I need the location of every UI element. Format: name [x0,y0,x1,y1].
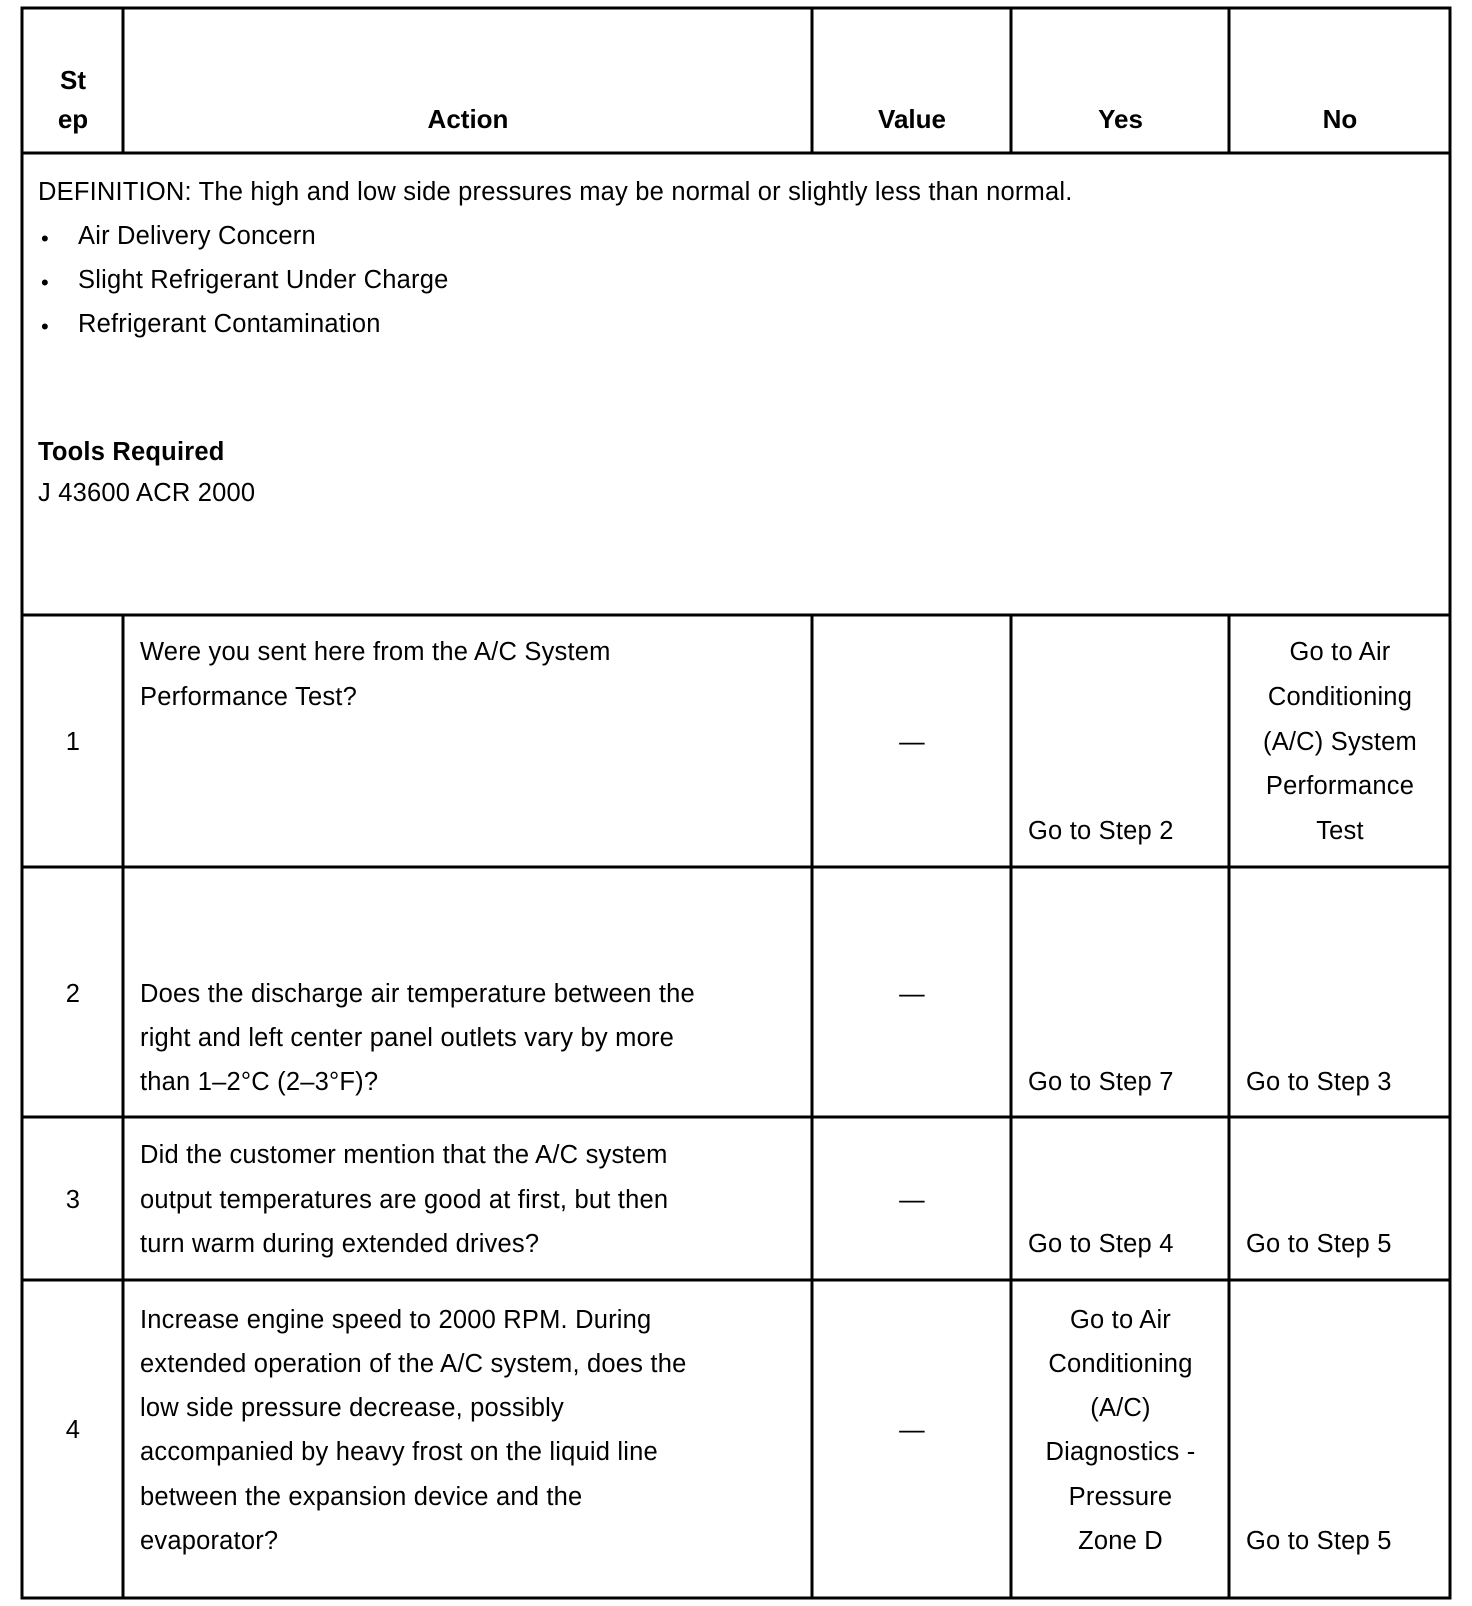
row-1-yes: Go to Step 2 [1028,817,1174,845]
bullet-1-symbol: • [41,226,49,251]
row-1-no-line-3: (A/C) System [1263,728,1417,756]
row-4-value: — [899,1416,925,1444]
row-4-action-line-4: accompanied by heavy frost on the liquid line [140,1438,658,1466]
row-4-action-line-5: between the expansion device and the [140,1483,583,1511]
header-step-line2: ep [57,104,89,134]
row-3-action-line-2: output temperatures are good at first, but then [140,1186,669,1214]
definition-bullet-3: Refrigerant Contamination [78,310,381,338]
row-2-yes: Go to Step 7 [1028,1068,1174,1096]
header-step [23,61,123,139]
tools-required-value: J 43600 ACR 2000 [38,479,256,507]
header-value: Value [878,104,946,134]
definition-bullet-2: Slight Refrigerant Under Charge [78,266,449,294]
bullet-3-symbol: • [41,314,49,339]
row-4-yes-line-5: Pressure [1068,1483,1173,1511]
row-3-step: 3 [65,1186,81,1214]
row-1-step: 1 [65,728,81,756]
row-2-value: — [899,980,925,1008]
row-2-no: Go to Step 3 [1246,1068,1392,1096]
tools-required-title: Tools Required [38,438,225,466]
row-4-yes-line-2: Conditioning [1048,1350,1193,1378]
row-4-yes-line-6: Zone D [1078,1527,1163,1555]
header-no: No [1322,104,1358,134]
row-4-yes-line-4: Diagnostics - [1045,1438,1196,1466]
row-1-action-line-1: Were you sent here from the A/C System [140,638,611,666]
row-3-action-line-1: Did the customer mention that the A/C system [140,1141,668,1169]
row-2-step: 2 [65,980,81,1008]
row-4-action-line-1: Increase engine speed to 2000 RPM. During [140,1306,652,1334]
row-1-action-line-2: Performance Test? [140,683,357,711]
row-2-action-line-2: right and left center panel outlets vary by more [140,1024,675,1052]
bullet-2-symbol: • [41,270,49,295]
row-3-action-line-3: turn warm during extended drives? [140,1230,540,1258]
row-1-no-line-2: Conditioning [1267,683,1413,711]
row-4-action-line-3: low side pressure decrease, possibly [140,1394,564,1422]
row-3-yes: Go to Step 4 [1028,1230,1174,1258]
row-4-step: 4 [65,1416,81,1444]
header-action: Action [427,104,509,134]
definition-text: DEFINITION: The high and low side pressures may be normal or slightly less than normal. [38,178,1073,206]
row-1-no-line-5: Test [1316,817,1364,845]
header-yes: Yes [1098,104,1143,134]
header-step-line1: St [60,65,86,95]
row-1-no-line-4: Performance [1265,772,1415,800]
row-2-action-line-3: than 1–2°C (2–3°F)? [140,1068,379,1096]
row-4-action-line-2: extended operation of the A/C system, does the [140,1350,687,1378]
row-2-action-line-1: Does the discharge air temperature between the [140,980,695,1008]
row-1-no-line-1: Go to Air [1289,638,1391,666]
row-3-no: Go to Step 5 [1246,1230,1392,1258]
row-4-yes-line-3: (A/C) [1090,1394,1151,1422]
definition-bullet-1: Air Delivery Concern [78,222,316,250]
row-4-action-line-6: evaporator? [140,1527,279,1555]
row-4-yes-line-1: Go to Air [1069,1306,1171,1334]
row-1-value: — [899,728,925,756]
row-3-value: — [899,1186,925,1214]
row-4-no: Go to Step 5 [1246,1527,1392,1555]
